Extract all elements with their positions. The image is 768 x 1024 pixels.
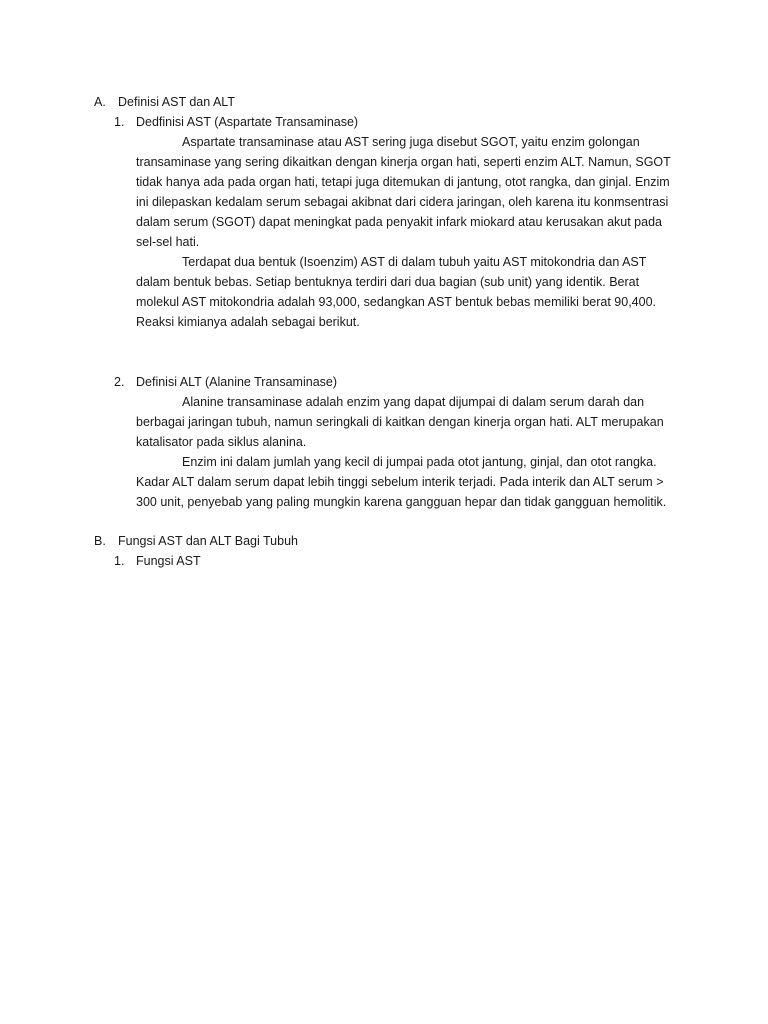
item-a2-paragraph-2-text: Enzim ini dalam jumlah yang kecil di jumpai pada otot jantung, ginjal, dan otot rangka. Kadar ALT dalam serum dapat lebih tinggi sebelum interik terjadi. Pada interik dan ALT serum > 300 unit, penyebab yang paling mungkin karena gangguan hepar dan tidak gangguan hemolitik.: [136, 455, 667, 509]
section-a-marker: A.: [94, 95, 106, 109]
item-a1-title: Dedfinisi AST (Aspartate Transaminase): [136, 115, 359, 129]
section-b-marker: B.: [94, 534, 106, 548]
item-a2-title: Definisi ALT (Alanine Transaminase): [136, 375, 338, 389]
item-a1-paragraph-1: [136, 132, 676, 252]
item-a2-paragraph-2: [136, 452, 676, 512]
item-a1-paragraph-2: [136, 252, 676, 332]
item-b1-marker: 1.: [114, 554, 125, 568]
item-a1-marker: 1.: [114, 115, 125, 129]
section-b-title: Fungsi AST dan ALT Bagi Tubuh: [118, 534, 298, 548]
item-a1-paragraph-1-text: Aspartate transaminase atau AST sering juga disebut SGOT, yaitu enzim golongan transaminase yang sering dikaitkan dengan kinerja organ hati, seperti enzim ALT. Namun, SGOT tidak hanya ada pada organ hati, tetapi juga ditemukan di jantung, otot rangka, dan ginjal. Enzim ini dilepaskan kedalam serum sebagai akibnat dari cidera jaringan, oleh karena itu konmsentrasi dalam serum (SGOT) dapat meningkat pada penyakit infark miokard atau kerusakan akut pada sel-sel hati.: [136, 135, 671, 249]
item-b1-title: Fungsi AST: [136, 554, 201, 568]
item-a1-paragraph-2-text: Terdapat dua bentuk (Isoenzim) AST di dalam tubuh yaitu AST mitokondria dan AST dalam bentuk bebas. Setiap bentuknya terdiri dari dua bagian (sub unit) yang identik. Berat molekul AST mitokondria adalah 93,000, sedangkan AST bentuk bebas memiliki berat 90,400. Reaksi kimianya adalah sebagai berikut.: [136, 255, 657, 329]
item-a2-paragraph-1-text: Alanine transaminase adalah enzim yang dapat dijumpai di dalam serum darah dan berbagai jaringan tubuh, namun seringkali di kaitkan dengan kinerja organ hati. ALT merupakan katalisator pada siklus alanina.: [136, 395, 664, 449]
section-a-title: Definisi AST dan ALT: [118, 95, 235, 109]
item-a2-paragraph-1: [136, 392, 676, 452]
item-a2-marker: 2.: [114, 375, 125, 389]
